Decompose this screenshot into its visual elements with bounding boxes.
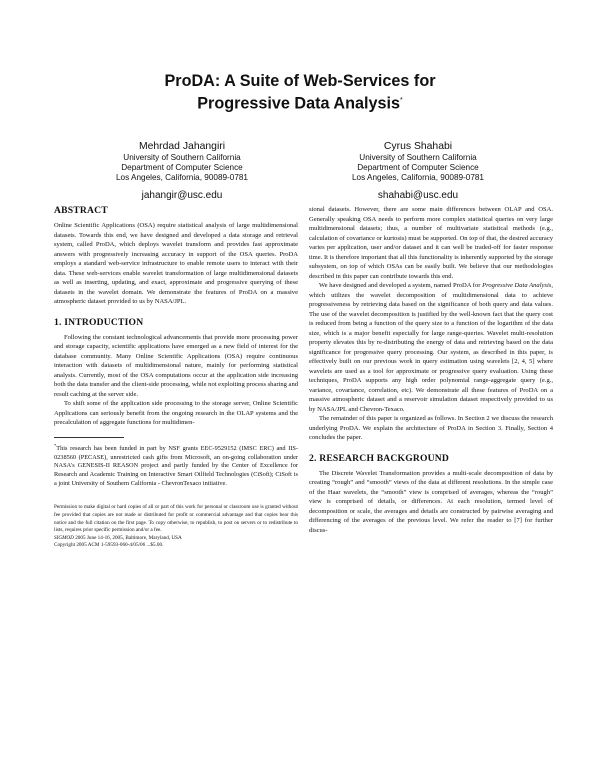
- paper-title: [0, 72, 600, 113]
- system-name-emphasis: Progressive Data Analysis: [482, 282, 552, 290]
- research-background-heading: 2. RESEARCH BACKGROUND: [309, 452, 450, 464]
- title-line-2-text: Progressive Data Analysis: [197, 94, 400, 113]
- footnote-divider: [54, 437, 124, 438]
- body-paragraph-2: [309, 281, 553, 414]
- intro-paragraph-2: To shift some of the application side processing to the storage server, Online Scientific Applications can seriously benefit from the ongoing research in the OLAP systems and the precalculation of aggregate functions for multidimen-: [54, 400, 298, 427]
- title-footnote-mark: *: [400, 97, 403, 104]
- permission-text: Permission to make digital or hard copies of all or part of this work for personal or classroom use is granted without fee provided that copies are not made or distributed for profit or commercial advantage and that copies bear this notice and the full citation on the first page. To copy otherwise, to republish, to post on servers or to redistribute to lists, requires prior specific permission and/or a fee.: [54, 504, 298, 534]
- footnote-text: This research has been funded in part by NSF grants EEC-9529152 (IMSC ERC) and IIS-0238560 (PECASE), unrestricted cash gifts from Microsoft, an on-going collaboration under NASA's GENESIS-II REASON project and partly funded by the Center of Excellence for Research and Academic Training on Interactive Smart Oilfield Technologies (CiSoft); CiSoft is a joint University of Southern California - ChevronTexaco initiative.: [54, 444, 298, 487]
- abstract-text: Online Scientific Applications (OSA) require statistical analysis of large multidimensional datasets. Towards this end, we have designed and developed a data storage and retrieval system, called ProDA, which deploys wavelet transform and provides fast approximate answers with progressively increasing accuracy in support of the OSA queries. ProDA employs a standard web-service infrastructure to enable remote users to interact with their data. These web-services enable wavelet transformation of large multidimensional datasets as well as inserting, updating, and exact, approximate and progressive querying of these datasets in the wavelet domain. We demonstrate the features of ProDA on a massive atmospheric dataset provided to us by NASA/JPL.: [54, 222, 298, 306]
- venue-details: 2005 June 14-16, 2005, Baltimore, Maryland, USA: [73, 534, 182, 541]
- author-department: Department of Computer Science: [357, 163, 479, 173]
- footnote: [54, 442, 298, 489]
- introduction-heading: 1. INTRODUCTION: [54, 316, 144, 328]
- body-paragraph-1: sional datasets. However, there are some main differences between OLAP and OSA. Generally speaking OSA needs to perform more complex statistical queries on very large multidimensional datasets; thus, a number of multivariate statistical methods (e.g., calculation of covariance or kurtosis) must be supported. On top of that, the desired accuracy varies per application, user and/or dataset and it can well be traded-off for faster response time. It is therefore important that all this functionality is inherently supported by the storage subsystem, on top of which OSAs can be easily built. We believe that our methodologies described in this paper can contribute towards this end.: [309, 206, 553, 280]
- author-address: Los Angeles, California, 90089-0781: [115, 173, 248, 183]
- body-paragraph-2-b: , which utilizes the wavelet decomposition of multidimensional data to achieve progressiveness by retrieving data based on the significance of both query and data values. The use of the wavelet decomposition is justified by the well-known fact that the query cost is reduced from being a function of the query size to a function of the logarithm of the data size, which is a major benefit especially for large range-queries. Wavelet multi-resolution property elevates this by re-distributing the energy of data and retrieving based on the data significance for progressive query processing. Our system, as described in this paper, is effectively built on our previous work in query estimation using wavelets [2, 4, 5] where wavelets are used as a tool for approximate or progressive query evaluation. Using these techniques, ProDA supports any high order polynomial range-aggregate query (e.g., variance, covariance, correlation, etc). We demonstrate all these features of ProDA on a massive atmospheric dataset and a reservoir simulation dataset respectively provided to us by NASA/JPL and Chevron-Texaco.: [309, 282, 553, 413]
- copyright-line: Copyright 2005 ACM 1-59593-060-4/05/06 ...$5.00.: [54, 542, 164, 549]
- author-name: Mehrdad Jahangiri: [138, 141, 226, 152]
- title-line-2: [0, 91, 600, 113]
- author-email[interactable]: shahabi@usc.edu: [377, 189, 459, 201]
- author-affiliation: University of Southern California: [123, 153, 241, 162]
- author-name: Cyrus Shahabi: [383, 141, 453, 152]
- right-column: [309, 205, 553, 536]
- body-paragraph-3: The remainder of this paper is organized as follows. In Section 2 we discuss the research underlying ProDA. We explain the architecture of ProDA in Section 3. Finally, Section 4 concludes the paper.: [309, 415, 553, 442]
- author-department: Department of Computer Science: [121, 163, 243, 173]
- footnote-mark: *: [54, 442, 57, 448]
- author-address: Los Angeles, California, 90089-0781: [351, 173, 484, 183]
- author-affiliation: University of Southern California: [359, 153, 477, 162]
- abstract-heading: ABSTRACT: [54, 205, 108, 216]
- author-block-1: [82, 140, 282, 202]
- body-paragraph-4: The Discrete Wavelet Transformation provides a multi-scale decomposition of data by creating “rough” and “smooth” views of the data at different resolutions. In the simple case of the Haar wavelets, the “smooth” view is comprised of averages, whereas the “rough” view is comprised of details, or differences. At each resolution, termed level of decomposition or scale, the averages and details are constructed by pairwise averaging and differencing of the averages of the previous level. We refer the reader to [7] for further discus-: [309, 469, 553, 534]
- intro-paragraph-1: Following the constant technological advancements that provide more processing power and storage capacity, scientific applications have emerged as a new field of interest for the database community. Many Online Scientific Applications (OSA) require continuous interaction with datasets of multidimensional nature, mainly for performing statistical analysis. Currently, most of the OSA computations occur at the application side increasing both the data transfer and the client-side processing, while not exploiting process sharing and result caching at the server side.: [54, 333, 298, 398]
- author-block-2: [318, 140, 518, 202]
- author-email[interactable]: jahangir@usc.edu: [141, 189, 223, 201]
- body-paragraph-2-a: We have designed and developed a system, named ProDA for: [319, 282, 483, 290]
- venue-name: SIGMOD: [54, 534, 74, 541]
- permission-block: [54, 504, 298, 550]
- left-column: [54, 205, 298, 550]
- title-line-1: ProDA: A Suite of Web-Services for: [164, 72, 436, 90]
